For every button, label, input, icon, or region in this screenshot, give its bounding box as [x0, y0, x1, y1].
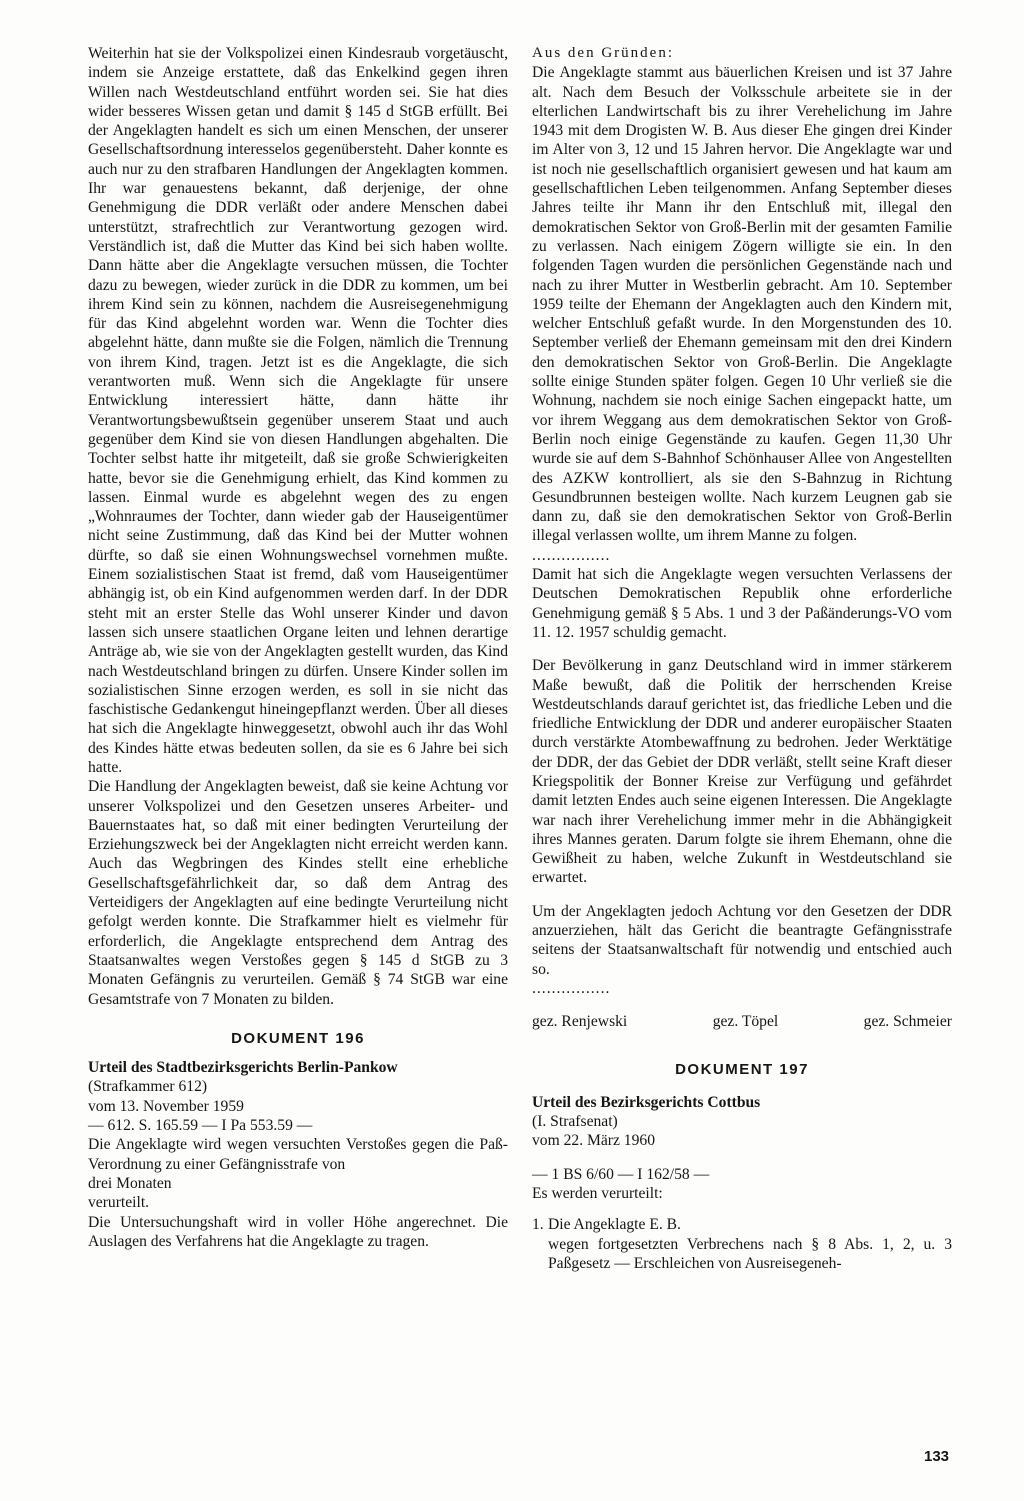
- document-196-term: drei Monaten: [88, 1174, 172, 1192]
- item-defendant: Die Angeklagte E. B.: [548, 1216, 681, 1234]
- document-197: [532, 1060, 952, 1274]
- page-number: 133: [924, 1448, 950, 1465]
- right-paragraph-1: Die Angeklagte stammt aus bäuerlichen Kreisen und ist 37 Jahre alt. Nach dem Besuch der Volksschule arbeitete sie in der elterlichen Landwirtschaft bis zu ihrer Verehelichung im Jahre 1943 mit dem Drogisten W. B. Aus dieser Ehe gingen drei Kinder im Alter von 3, 12 und 15 Jahren hervor. Die Angeklagte war und ist noch nie gesellschaftlich organisiert gewesen und hat kaum am gesellschaftlichen Leben teilgenommen. Anfang September dieses Jahres teilte ihr Mann ihr den Entschluß mit, illegal den demokratischen Sektor von Groß-Berlin mit der gesamten Familie zu verlassen. Nach einigem Zögern willigte sie ein. In den folgenden Tagen wurden die persönlichen Gegenstände nach und nach zu ihrer Mutter in Westberlin gebracht. Am 10. September 1959 teilte der Ehemann der Angeklagten auch den Kindern mit, welcher Entschluß gefaßt wurde. In den Morgenstunden des 10. September verließ der Ehemann gemeinsam mit den drei Kindern den demokratischen Sektor von Groß-Berlin. Die Angeklagte sollte einige Stunden später folgen. Gegen 10 Uhr verließ sie die Wohnung, nachdem sie noch einige Sachen eingepackt hatte, um vor ihrem Weggang aus dem demokratischen Sektor von Groß-Berlin noch einige Gegenstände zu kaufen. Gegen 11,30 Uhr wurde sie auf dem S-Bahnhof Schönhauser Allee von Angestellten des AZKW kontrolliert, als sie den S-Bahnzug in Richtung Gesundbrunnen besteigen wollte. Nach kurzem Leugnen gab sie dann zu, daß sie den demokratischen Sektor von Groß-Berlin illegal verlassen wollte, um ihrem Manne zu folgen.: [532, 64, 952, 545]
- signature-schmeier: gez. Schmeier: [863, 1013, 952, 1031]
- left-column: [88, 44, 508, 1251]
- left-paragraph-2: Die Handlung der Angeklagten beweist, daß sie keine Achtung vor unserer Volkspolizei und den Gesetzen unseres Arbeiter- und Bauernstaates hat, so daß mit einer bedingten Verurteilung der Erziehungszweck bei der Angeklagten nicht erreicht werden kann. Auch das Wegbringen des Kindes stellt eine erhebliche Gesellschaftsgefährlichkeit dar, so daß dem Antrag des Verteidigers der Angeklagten auf eine bedingte Verurteilung nicht gefolgt werden konnte. Die Strafkammer hielt es vielmehr für erforderlich, die Angeklagte entsprechend dem Antrag des Staatsanwaltes wegen Verstoßes gegen § 145 d StGB zu 3 Monaten Gefängnis zu verurteilen. Gemäß § 74 StGB war eine Gesamtstrafe von 7 Monaten zu bilden.: [88, 778, 508, 1008]
- document-196-date: vom 13. November 1959: [88, 1097, 244, 1115]
- item-charge: wegen fortgesetzten Verbrechens nach § 8 Abs. 1, 2, u. 3 Paßgesetz — Erschleichen von Ausreisegeneh-: [548, 1235, 952, 1272]
- document-197-title: DOKUMENT 197: [675, 1060, 809, 1078]
- document-196: [88, 1029, 508, 1251]
- document-196-verdict: Die Angeklagte wird wegen versuchten Verstoßes gegen die Paß-Verordnung zu einer Gefängnisstrafe von: [88, 1136, 508, 1173]
- right-paragraph-2: Damit hat sich die Angeklagte wegen versuchten Verlassens der Deutschen Demokratischen Republik ohne erforderliche Genehmigung gemäß § 5 Abs. 1 und 3 der Paßänderungs-VO vom 11. 12. 1957 schuldig gemacht.: [532, 566, 952, 641]
- document-197-reference: — 1 BS 6/60 — I 162/58 —: [532, 1165, 710, 1183]
- right-paragraph-4: Um der Angeklagten jedoch Achtung vor den Gesetzen der DDR anzuerziehen, hält das Gericht die beantragte Gefängnisstrafe seitens der Staatsanwaltschaft für notwendig und entschied auch so.: [532, 902, 952, 978]
- right-column: [532, 44, 952, 1273]
- signature-toepel: gez. Töpel: [712, 1013, 779, 1031]
- document-197-intro: Es werden verurteilt:: [532, 1185, 663, 1203]
- document-197-date: vom 22. März 1960: [532, 1132, 655, 1150]
- right-paragraph-3: Der Bevölkerung in ganz Deutschland wird in immer stärkerem Maße bewußt, daß die Politik der herrschenden Kreise Westdeutschlands darauf gerichtet ist, das friedliche Leben und die friedliche Entwicklung der DDR und anderer europäischer Staaten durch verstärkte Atombewaffnung zu bedrohen. Jeder Werktätige der DDR, der das Gebiet der DDR verläßt, stellt seine Kraft dieser Kriegspolitik der Bonner Kreise zur Verfügung und gefährdet damit letzten Endes auch seine eigenen Interessen. Die Angeklagte war nach ihrer Verehelichung immer mehr in die Abhängigkeit ihres Mannes geraten. Darum folgte sie ihrem Ehemann, ohne die Gewißheit zu haben, welche Zukunft in Westdeutschland sie erwartet.: [532, 657, 952, 887]
- document-196-chamber: (Strafkammer 612): [88, 1078, 208, 1096]
- document-197-senate: (I. Strafsenat): [532, 1113, 618, 1131]
- document-196-reference: — 612. S. 165.59 — I Pa 553.59 —: [88, 1117, 313, 1135]
- document-196-sentenced: verurteilt.: [88, 1194, 150, 1212]
- document-197-court: Urteil des Bezirksgerichts Cottbus: [532, 1093, 761, 1111]
- item-body: [548, 1215, 952, 1273]
- left-paragraph-1: Weiterhin hat sie der Volkspolizei einen Kindesraub vorgetäuscht, indem sie Anzeige erstattete, daß das Enkelkind gegen ihren Willen nach Westdeutschland entführt worden sei. Sie hat dies wider besseres Wissen getan und damit § 145 d StGB erfüllt. Bei der Angeklagten handelt es sich um einen Menschen, der unserer Gesellschaftsordnung interesselos gegenübersteht. Daher konnte es auch nur zu den strafbaren Handlungen der Angeklagten kommen. Ihr war genauestens bekannt, daß derjenige, der ohne Genehmigung die DDR verläßt oder andere Menschen dabei unterstützt, strafrechtlich zur Verantwortung gezogen wird. Verständlich ist, daß die Mutter das Kind bei sich haben wollte. Dann hätte aber die Angeklagte versuchen müssen, die Tochter dazu zu bewegen, wieder zurück in die DDR zu kommen, um bei ihrem Kind sein zu können, nachdem die Ausreisegenehmigung für das Kind abgelehnt worden war. Wenn die Tochter dies abgelehnt hätte, dann mußte sie die Folgen, nämlich die Trennung von ihrem Kind, tragen. Jetzt ist es die Angeklagte, die sich verantworten muß. Wenn sich die Angeklagte für unsere Entwicklung interessiert hätte, dann hätte ihr Verantwortungsbewußtsein gegenüber unserem Staat und auch gegenüber dem Kind sie von diesen Handlungen abgehalten. Die Tochter selbst hatte ihr mitgeteilt, daß sie große Schwierigkeiten hatte, bevor sie die Genehmigung erhielt, das Kind kommen zu lassen. Einmal wurde es abgelehnt wegen des zu engen „Wohnraumes der Tochter, dann wieder gab der Hauseigentümer nicht seine Zustimmung, daß das Kind bei der Mutter wohnen dürfte, so daß sie einen Wohnungswechsel vornehmen mußte. Einem sozialistischen Staat ist fremd, daß vom Hauseigentümer abhängig ist, ob ein Kind aufgenommen werden darf. In der DDR steht mit an erster Stelle das Wohl unserer Kinder und davon lassen sich unsere staatlichen Organe leiten und lehnen derartige Anträge ab, wie sie von der Angeklagten gestellt wurden, das Kind nach Westdeutschland bringen zu dürfen. Unsere Kinder sollen im sozialistischen Sinne erzogen werden, es soll in sie nicht das faschistische Gedankengut hineingepflanzt werden. Über all dieses hat sich die Angeklagte hinweggesetzt, obwohl auch ihr das Wohl des Kindes hätte etwas bedeuten sollen, da sie es 6 Jahre bei sich hatte.: [88, 45, 508, 776]
- ellipsis-2: ................: [532, 979, 611, 997]
- signatures: [532, 1012, 952, 1031]
- document-197-item-1: [532, 1215, 952, 1273]
- signature-renjewski: gez. Renjewski: [532, 1013, 628, 1031]
- document-196-custody: Die Untersuchungshaft wird in voller Höhe angerechnet. Die Auslagen des Verfahrens hat die Angeklagte zu tragen.: [88, 1213, 508, 1250]
- item-number: 1.: [532, 1216, 544, 1234]
- ellipsis-1: ................: [532, 546, 611, 564]
- document-196-title: DOKUMENT 196: [231, 1029, 365, 1047]
- reasons-heading: Aus den Gründen:: [532, 45, 674, 61]
- document-196-court: Urteil des Stadtbezirksgerichts Berlin-Pankow: [88, 1059, 398, 1077]
